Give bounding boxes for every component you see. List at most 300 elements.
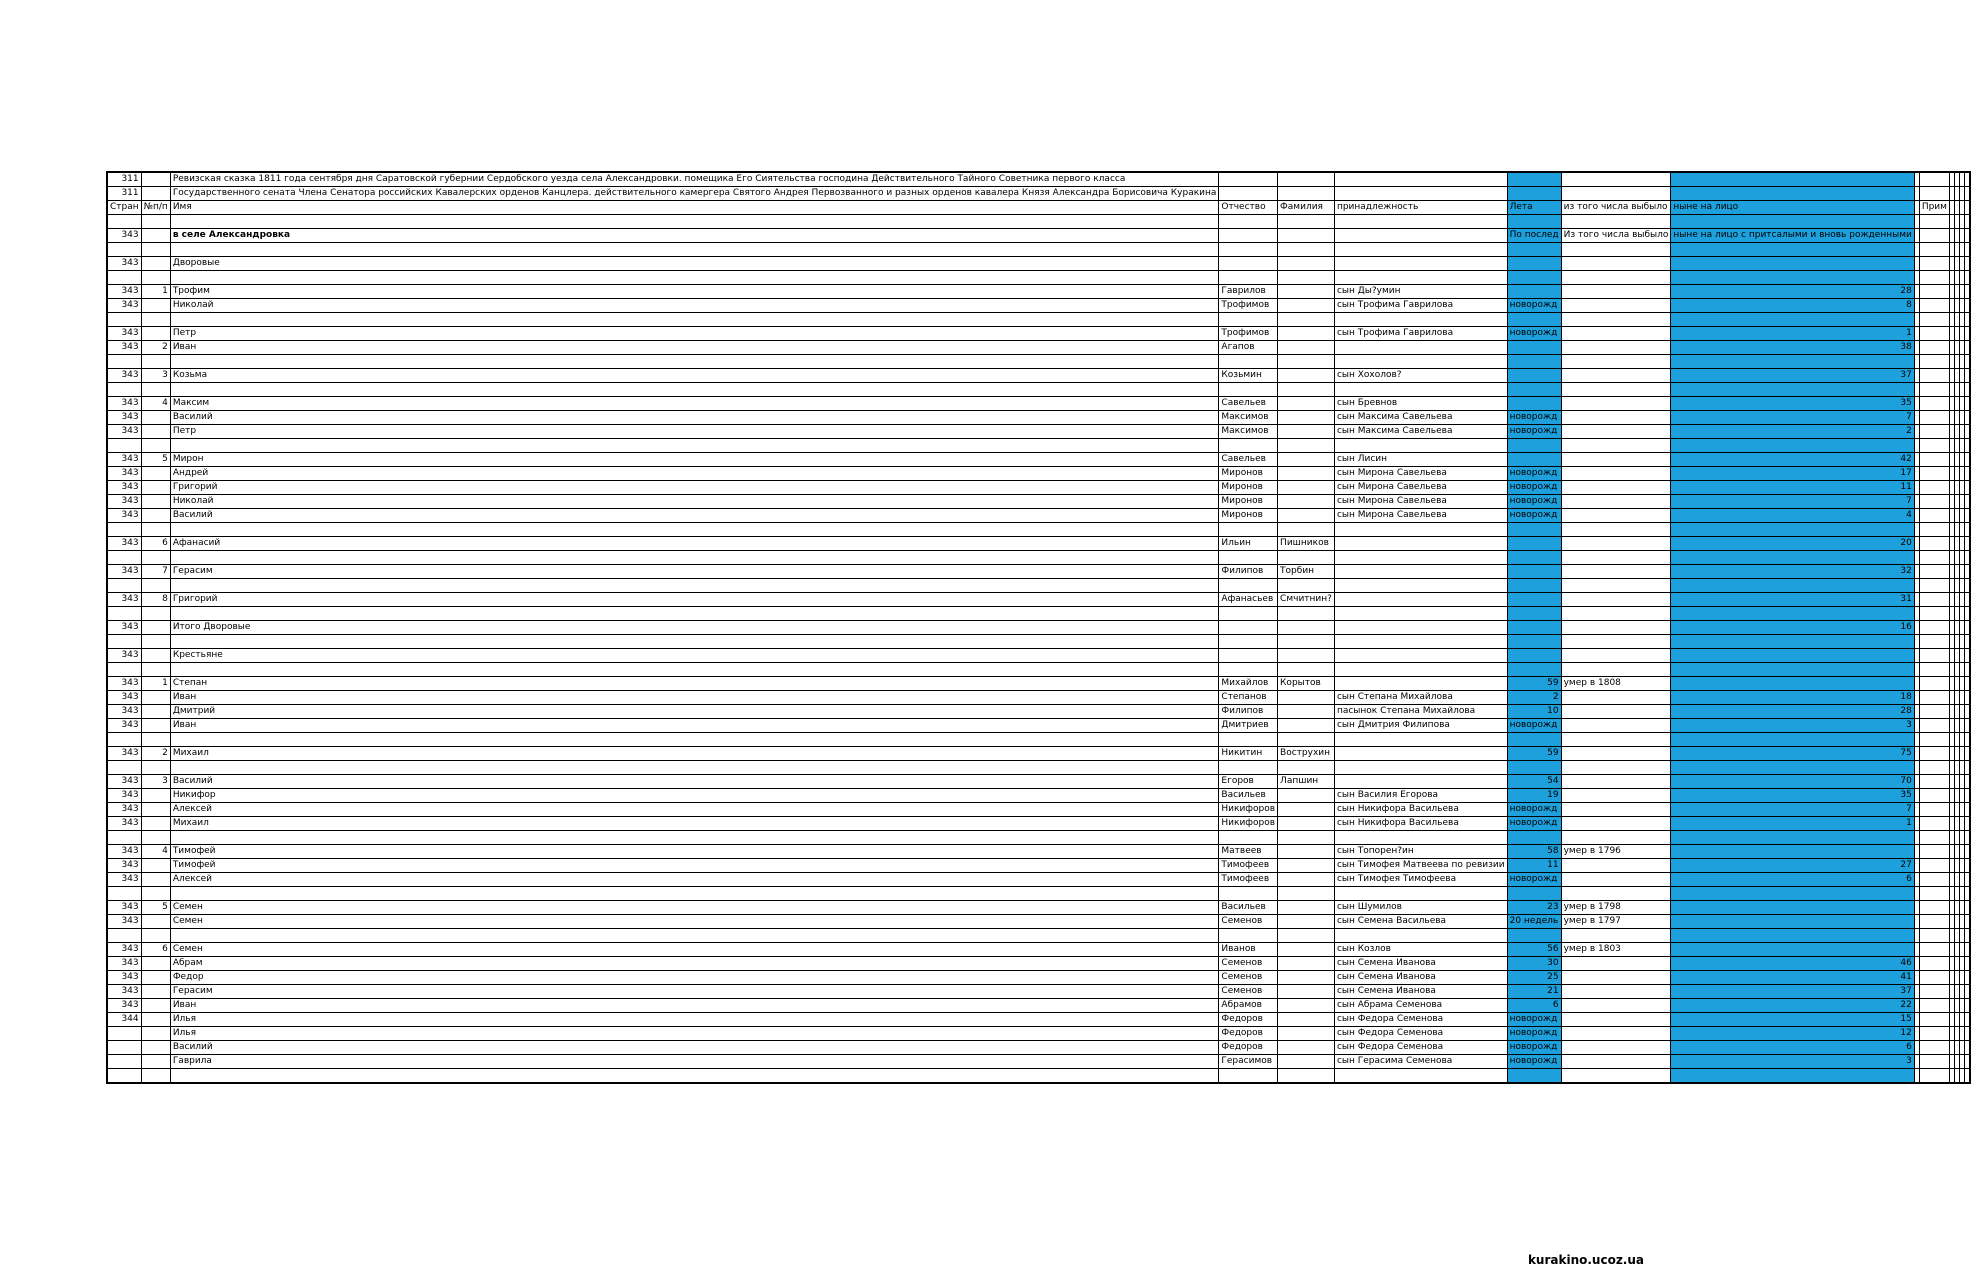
cell-name bbox=[170, 761, 1219, 775]
cell-present: 35 bbox=[1671, 789, 1914, 803]
cell-departed: умер в 1797 bbox=[1561, 915, 1671, 929]
cell-departed bbox=[1561, 383, 1671, 397]
cell-surname bbox=[1278, 383, 1335, 397]
cell-age: 30 bbox=[1507, 957, 1561, 971]
cell-page bbox=[107, 551, 141, 565]
cell-page bbox=[107, 313, 141, 327]
table-row bbox=[107, 775, 1970, 789]
table-row bbox=[107, 691, 1970, 705]
table-row bbox=[107, 411, 1970, 425]
cell-extra-4 bbox=[1964, 453, 1970, 467]
cell-name bbox=[170, 663, 1219, 677]
cell-departed: умер в 1808 bbox=[1561, 677, 1671, 691]
cell-present: 28 bbox=[1671, 285, 1914, 299]
table-row bbox=[107, 229, 1970, 243]
cell-affiliation: сын Никифора Васильева bbox=[1334, 803, 1507, 817]
cell-departed bbox=[1561, 607, 1671, 621]
cell-affiliation bbox=[1334, 551, 1507, 565]
cell-present bbox=[1671, 929, 1914, 943]
cell-page: 343 bbox=[107, 565, 141, 579]
cell-surname bbox=[1278, 803, 1335, 817]
cell-number bbox=[141, 705, 170, 719]
cell-page: 343 bbox=[107, 943, 141, 957]
cell-page: 343 bbox=[107, 817, 141, 831]
cell-departed bbox=[1561, 187, 1671, 201]
cell-patronymic: Васильев bbox=[1219, 789, 1278, 803]
cell-name: Николай bbox=[170, 495, 1219, 509]
cell-number bbox=[141, 803, 170, 817]
cell-number bbox=[141, 1069, 170, 1084]
cell-page bbox=[107, 635, 141, 649]
cell-age bbox=[1507, 593, 1561, 607]
cell-surname bbox=[1278, 957, 1335, 971]
table-row bbox=[107, 593, 1970, 607]
cell-patronymic: Федоров bbox=[1219, 1013, 1278, 1027]
cell-note bbox=[1919, 1069, 1949, 1084]
cell-present bbox=[1671, 649, 1914, 663]
cell-page: 343 bbox=[107, 621, 141, 635]
watermark: kurakino.ucoz.ua bbox=[1527, 1253, 1644, 1267]
cell-extra-4 bbox=[1964, 579, 1970, 593]
cell-extra-4 bbox=[1964, 817, 1970, 831]
cell-name: Герасим bbox=[170, 985, 1219, 999]
cell-age bbox=[1507, 579, 1561, 593]
cell-number bbox=[141, 1013, 170, 1027]
cell-departed bbox=[1561, 649, 1671, 663]
cell-patronymic: Максимов bbox=[1219, 411, 1278, 425]
cell-number bbox=[141, 635, 170, 649]
cell-surname bbox=[1278, 649, 1335, 663]
cell-page: 344 bbox=[107, 1013, 141, 1027]
table-row bbox=[107, 705, 1970, 719]
cell-page: 343 bbox=[107, 789, 141, 803]
cell-affiliation bbox=[1334, 215, 1507, 229]
cell-note bbox=[1919, 831, 1949, 845]
cell-name: Илья bbox=[170, 1013, 1219, 1027]
cell-patronymic: Семенов bbox=[1219, 915, 1278, 929]
cell-affiliation bbox=[1334, 761, 1507, 775]
cell-number bbox=[141, 761, 170, 775]
cell-surname bbox=[1278, 943, 1335, 957]
cell-age bbox=[1507, 523, 1561, 537]
cell-surname bbox=[1278, 971, 1335, 985]
cell-surname bbox=[1278, 831, 1335, 845]
cell-affiliation: сын Лисин bbox=[1334, 453, 1507, 467]
table-row bbox=[107, 1041, 1970, 1055]
cell-page: 343 bbox=[107, 971, 141, 985]
cell-page: 343 bbox=[107, 985, 141, 999]
cell-departed bbox=[1561, 257, 1671, 271]
cell-patronymic bbox=[1219, 733, 1278, 747]
cell-name bbox=[170, 271, 1219, 285]
cell-page bbox=[107, 1027, 141, 1041]
cell-name bbox=[170, 831, 1219, 845]
cell-name bbox=[170, 383, 1219, 397]
cell-age: новорожд bbox=[1507, 1055, 1561, 1069]
cell-departed bbox=[1561, 172, 1671, 187]
cell-age: 10 bbox=[1507, 705, 1561, 719]
cell-number: 6 bbox=[141, 537, 170, 551]
cell-age bbox=[1507, 929, 1561, 943]
cell-extra-4 bbox=[1964, 187, 1970, 201]
cell-extra-4 bbox=[1964, 201, 1970, 215]
cell-patronymic bbox=[1219, 887, 1278, 901]
cell-departed bbox=[1561, 789, 1671, 803]
cell-surname bbox=[1278, 215, 1335, 229]
cell-patronymic: Савельев bbox=[1219, 453, 1278, 467]
cell-page: 343 bbox=[107, 719, 141, 733]
cell-name bbox=[170, 313, 1219, 327]
cell-departed bbox=[1561, 859, 1671, 873]
cell-surname bbox=[1278, 257, 1335, 271]
cell-departed bbox=[1561, 411, 1671, 425]
cell-number bbox=[141, 551, 170, 565]
cell-age bbox=[1507, 341, 1561, 355]
cell-note bbox=[1919, 369, 1949, 383]
cell-note bbox=[1919, 397, 1949, 411]
cell-name: Ревизская сказка 1811 года сентября дня Саратовской губернии Сердобского уезда села Александровки. помещика Его Сиятельства господина Действительного Тайного Советника первого класса bbox=[170, 172, 1219, 187]
cell-patronymic: Никифоров bbox=[1219, 817, 1278, 831]
cell-name: Итого Дворовые bbox=[170, 621, 1219, 635]
cell-number bbox=[141, 411, 170, 425]
cell-note bbox=[1919, 859, 1949, 873]
cell-affiliation bbox=[1334, 313, 1507, 327]
cell-present: 1 bbox=[1671, 817, 1914, 831]
cell-present: 1 bbox=[1671, 327, 1914, 341]
cell-patronymic: Егоров bbox=[1219, 775, 1278, 789]
cell-surname bbox=[1278, 873, 1335, 887]
cell-patronymic: Дмитриев bbox=[1219, 719, 1278, 733]
cell-note bbox=[1919, 873, 1949, 887]
cell-page bbox=[107, 243, 141, 257]
cell-present: 28 bbox=[1671, 705, 1914, 719]
cell-note bbox=[1919, 257, 1949, 271]
cell-affiliation: сын Дмитрия Филипова bbox=[1334, 719, 1507, 733]
cell-departed bbox=[1561, 957, 1671, 971]
cell-present bbox=[1671, 733, 1914, 747]
cell-present: 16 bbox=[1671, 621, 1914, 635]
cell-present: 3 bbox=[1671, 719, 1914, 733]
cell-name bbox=[170, 635, 1219, 649]
sheet-body bbox=[107, 172, 1970, 1083]
cell-age bbox=[1507, 607, 1561, 621]
cell-surname bbox=[1278, 1041, 1335, 1055]
cell-page: 343 bbox=[107, 509, 141, 523]
cell-affiliation bbox=[1334, 663, 1507, 677]
cell-present bbox=[1671, 551, 1914, 565]
cell-number: 3 bbox=[141, 369, 170, 383]
table-row bbox=[107, 341, 1970, 355]
cell-number bbox=[141, 579, 170, 593]
cell-note bbox=[1919, 425, 1949, 439]
cell-extra-4 bbox=[1964, 411, 1970, 425]
cell-number bbox=[141, 523, 170, 537]
cell-number bbox=[141, 495, 170, 509]
cell-note bbox=[1919, 285, 1949, 299]
cell-page: 343 bbox=[107, 257, 141, 271]
cell-surname bbox=[1278, 481, 1335, 495]
cell-number bbox=[141, 299, 170, 313]
cell-age: 20 недель bbox=[1507, 915, 1561, 929]
cell-patronymic bbox=[1219, 635, 1278, 649]
cell-present: 42 bbox=[1671, 453, 1914, 467]
cell-extra-4 bbox=[1964, 495, 1970, 509]
cell-surname: Смчитнин? bbox=[1278, 593, 1335, 607]
cell-page: 343 bbox=[107, 285, 141, 299]
cell-affiliation: сын Герасима Семенова bbox=[1334, 1055, 1507, 1069]
cell-number bbox=[141, 859, 170, 873]
cell-age: новорожд bbox=[1507, 1041, 1561, 1055]
cell-present bbox=[1671, 257, 1914, 271]
cell-departed bbox=[1561, 719, 1671, 733]
cell-affiliation: сын Степана Михайлова bbox=[1334, 691, 1507, 705]
cell-page bbox=[107, 929, 141, 943]
cell-extra-4 bbox=[1964, 691, 1970, 705]
cell-patronymic bbox=[1219, 551, 1278, 565]
cell-departed bbox=[1561, 271, 1671, 285]
cell-page: 343 bbox=[107, 677, 141, 691]
cell-note bbox=[1919, 523, 1949, 537]
cell-name: Алексей bbox=[170, 803, 1219, 817]
cell-patronymic bbox=[1219, 313, 1278, 327]
cell-patronymic: Миронов bbox=[1219, 495, 1278, 509]
cell-departed bbox=[1561, 775, 1671, 789]
cell-present bbox=[1671, 383, 1914, 397]
cell-extra-4 bbox=[1964, 1069, 1970, 1084]
cell-number bbox=[141, 383, 170, 397]
cell-age bbox=[1507, 649, 1561, 663]
cell-number bbox=[141, 649, 170, 663]
cell-number bbox=[141, 691, 170, 705]
cell-name: Дмитрий bbox=[170, 705, 1219, 719]
cell-age bbox=[1507, 565, 1561, 579]
table-row bbox=[107, 425, 1970, 439]
table-row bbox=[107, 747, 1970, 761]
cell-present bbox=[1671, 243, 1914, 257]
cell-age: новорожд bbox=[1507, 1013, 1561, 1027]
table-row bbox=[107, 789, 1970, 803]
cell-name bbox=[170, 733, 1219, 747]
cell-age bbox=[1507, 621, 1561, 635]
cell-present bbox=[1671, 439, 1914, 453]
cell-departed bbox=[1561, 313, 1671, 327]
cell-present bbox=[1671, 355, 1914, 369]
cell-patronymic bbox=[1219, 1069, 1278, 1084]
table-row bbox=[107, 607, 1970, 621]
cell-name: Степан bbox=[170, 677, 1219, 691]
cell-number bbox=[141, 607, 170, 621]
cell-page: 343 bbox=[107, 901, 141, 915]
cell-extra-4 bbox=[1964, 999, 1970, 1013]
cell-page: 343 bbox=[107, 411, 141, 425]
cell-page: 343 bbox=[107, 859, 141, 873]
cell-note bbox=[1919, 789, 1949, 803]
cell-departed bbox=[1561, 425, 1671, 439]
cell-number: 2 bbox=[141, 747, 170, 761]
cell-extra-4 bbox=[1964, 915, 1970, 929]
table-row bbox=[107, 663, 1970, 677]
cell-name: Василий bbox=[170, 775, 1219, 789]
cell-extra-4 bbox=[1964, 565, 1970, 579]
cell-name: Герасим bbox=[170, 565, 1219, 579]
cell-number bbox=[141, 985, 170, 999]
cell-patronymic bbox=[1219, 257, 1278, 271]
table-row bbox=[107, 957, 1970, 971]
cell-affiliation bbox=[1334, 775, 1507, 789]
cell-page bbox=[107, 383, 141, 397]
cell-departed bbox=[1561, 579, 1671, 593]
cell-affiliation bbox=[1334, 593, 1507, 607]
cell-extra-4 bbox=[1964, 285, 1970, 299]
cell-patronymic: Иванов bbox=[1219, 943, 1278, 957]
cell-extra-4 bbox=[1964, 887, 1970, 901]
cell-number bbox=[141, 355, 170, 369]
cell-patronymic bbox=[1219, 579, 1278, 593]
cell-page bbox=[107, 887, 141, 901]
table-row bbox=[107, 929, 1970, 943]
cell-page: 343 bbox=[107, 299, 141, 313]
cell-age: новорожд bbox=[1507, 817, 1561, 831]
cell-page: 343 bbox=[107, 537, 141, 551]
cell-departed bbox=[1561, 817, 1671, 831]
cell-name: Козьма bbox=[170, 369, 1219, 383]
cell-affiliation bbox=[1334, 635, 1507, 649]
cell-page: 343 bbox=[107, 425, 141, 439]
cell-present: 75 bbox=[1671, 747, 1914, 761]
cell-page: 343 bbox=[107, 593, 141, 607]
cell-extra-4 bbox=[1964, 789, 1970, 803]
cell-name: Григорий bbox=[170, 593, 1219, 607]
cell-number bbox=[141, 327, 170, 341]
cell-surname bbox=[1278, 691, 1335, 705]
cell-departed bbox=[1561, 635, 1671, 649]
cell-patronymic bbox=[1219, 621, 1278, 635]
cell-affiliation bbox=[1334, 383, 1507, 397]
cell-affiliation bbox=[1334, 523, 1507, 537]
cell-surname bbox=[1278, 607, 1335, 621]
cell-age: 59 bbox=[1507, 747, 1561, 761]
cell-present: ныне на лицо с притсалыми и вновь рожденными bbox=[1671, 229, 1914, 243]
cell-surname bbox=[1278, 845, 1335, 859]
cell-present: 70 bbox=[1671, 775, 1914, 789]
cell-patronymic: Гаврилов bbox=[1219, 285, 1278, 299]
cell-extra-4 bbox=[1964, 705, 1970, 719]
cell-affiliation bbox=[1334, 439, 1507, 453]
cell-age bbox=[1507, 257, 1561, 271]
table-row bbox=[107, 635, 1970, 649]
cell-patronymic: Никифоров bbox=[1219, 803, 1278, 817]
table-row bbox=[107, 859, 1970, 873]
cell-departed bbox=[1561, 1055, 1671, 1069]
cell-departed bbox=[1561, 621, 1671, 635]
cell-page bbox=[107, 1041, 141, 1055]
cell-number: 1 bbox=[141, 285, 170, 299]
table-row bbox=[107, 327, 1970, 341]
cell-departed: Из того числа выбыло bbox=[1561, 229, 1671, 243]
cell-extra-4 bbox=[1964, 1041, 1970, 1055]
cell-number bbox=[141, 733, 170, 747]
cell-present: 7 bbox=[1671, 803, 1914, 817]
cell-age: 54 bbox=[1507, 775, 1561, 789]
cell-number bbox=[141, 817, 170, 831]
cell-departed bbox=[1561, 467, 1671, 481]
cell-surname bbox=[1278, 1055, 1335, 1069]
cell-note bbox=[1919, 1055, 1949, 1069]
cell-patronymic: Филипов bbox=[1219, 565, 1278, 579]
cell-surname bbox=[1278, 1013, 1335, 1027]
table-row bbox=[107, 677, 1970, 691]
cell-affiliation: сын Семена Иванова bbox=[1334, 957, 1507, 971]
cell-age bbox=[1507, 187, 1561, 201]
cell-present bbox=[1671, 523, 1914, 537]
cell-departed bbox=[1561, 341, 1671, 355]
cell-number bbox=[141, 1055, 170, 1069]
cell-surname bbox=[1278, 509, 1335, 523]
cell-extra-4 bbox=[1964, 551, 1970, 565]
cell-surname bbox=[1278, 187, 1335, 201]
cell-name: Алексей bbox=[170, 873, 1219, 887]
cell-note bbox=[1919, 215, 1949, 229]
cell-affiliation bbox=[1334, 621, 1507, 635]
cell-present bbox=[1671, 761, 1914, 775]
cell-present: 27 bbox=[1671, 859, 1914, 873]
table-row bbox=[107, 901, 1970, 915]
table-row bbox=[107, 439, 1970, 453]
cell-surname bbox=[1278, 313, 1335, 327]
cell-name: Петр bbox=[170, 425, 1219, 439]
cell-patronymic: Семенов bbox=[1219, 957, 1278, 971]
cell-affiliation: сын Максима Савельева bbox=[1334, 425, 1507, 439]
cell-surname bbox=[1278, 901, 1335, 915]
cell-note bbox=[1919, 341, 1949, 355]
cell-extra-4 bbox=[1964, 215, 1970, 229]
cell-note bbox=[1919, 761, 1949, 775]
cell-number bbox=[141, 509, 170, 523]
cell-present: 11 bbox=[1671, 481, 1914, 495]
cell-surname bbox=[1278, 579, 1335, 593]
cell-number bbox=[141, 187, 170, 201]
cell-surname bbox=[1278, 327, 1335, 341]
cell-number bbox=[141, 719, 170, 733]
cell-surname bbox=[1278, 172, 1335, 187]
cell-surname bbox=[1278, 761, 1335, 775]
cell-affiliation bbox=[1334, 271, 1507, 285]
cell-patronymic: Степанов bbox=[1219, 691, 1278, 705]
cell-note bbox=[1919, 705, 1949, 719]
cell-age bbox=[1507, 397, 1561, 411]
cell-number bbox=[141, 831, 170, 845]
cell-surname bbox=[1278, 411, 1335, 425]
cell-affiliation: сын Шумилов bbox=[1334, 901, 1507, 915]
cell-departed bbox=[1561, 663, 1671, 677]
cell-note bbox=[1919, 551, 1949, 565]
cell-patronymic bbox=[1219, 663, 1278, 677]
cell-departed bbox=[1561, 509, 1671, 523]
cell-extra-4 bbox=[1964, 747, 1970, 761]
cell-affiliation: сын Семена Васильева bbox=[1334, 915, 1507, 929]
table-row bbox=[107, 831, 1970, 845]
cell-age bbox=[1507, 663, 1561, 677]
cell-note bbox=[1919, 677, 1949, 691]
cell-age bbox=[1507, 761, 1561, 775]
cell-age bbox=[1507, 1069, 1561, 1084]
cell-note bbox=[1919, 929, 1949, 943]
cell-number bbox=[141, 257, 170, 271]
cell-name: Максим bbox=[170, 397, 1219, 411]
cell-page: 343 bbox=[107, 957, 141, 971]
cell-patronymic: Миронов bbox=[1219, 467, 1278, 481]
cell-surname bbox=[1278, 1069, 1335, 1084]
